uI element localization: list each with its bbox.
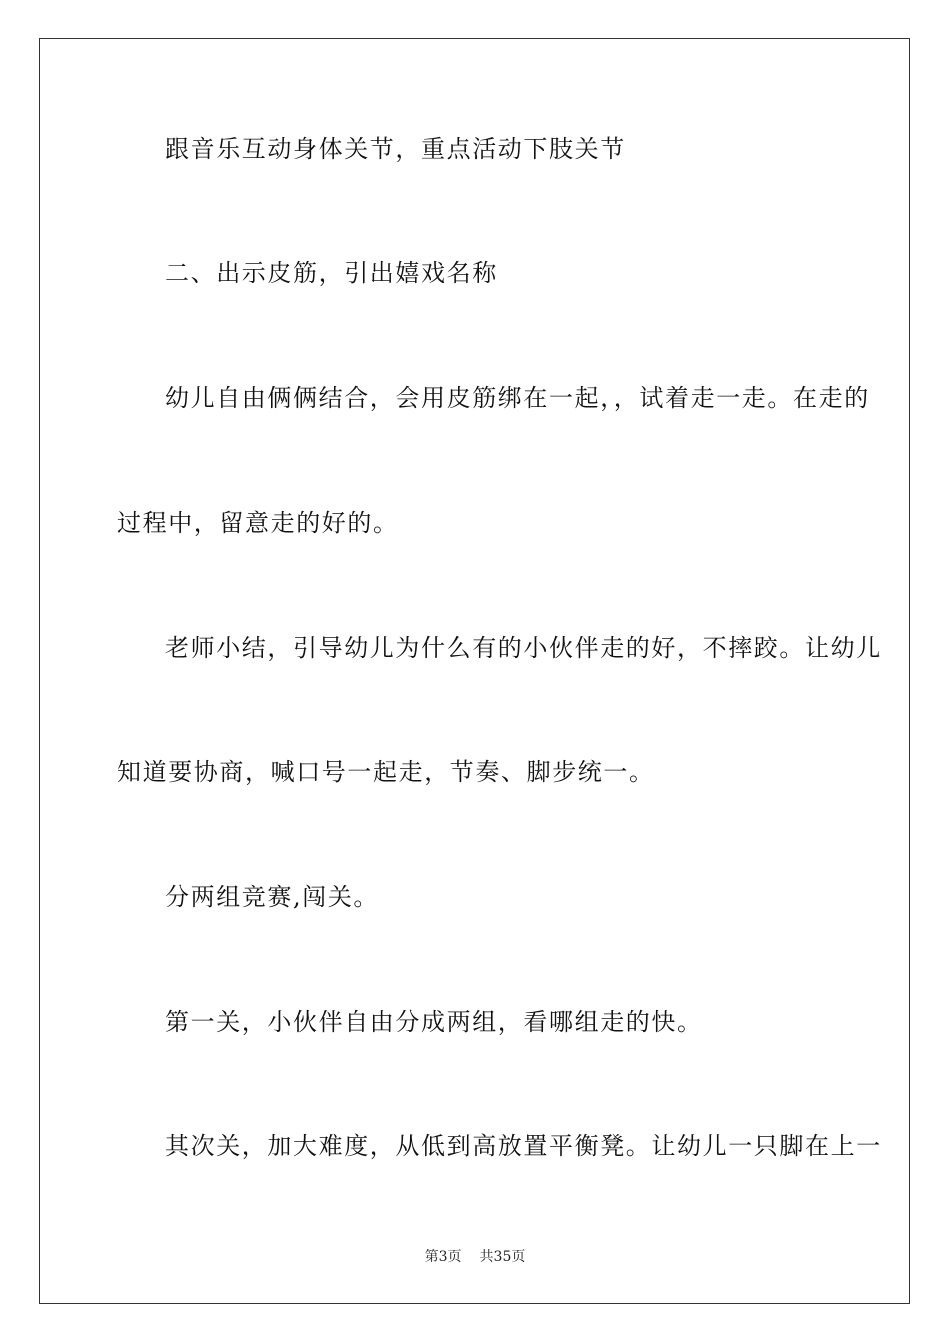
paragraph-line: 其次关，加大难度，从低到高放置平衡凳。让幼儿一只脚在上一 — [165, 1132, 882, 1160]
page-frame — [39, 38, 910, 1304]
page-total: 共35页 — [479, 1249, 526, 1265]
paragraph-line: 幼儿自由俩俩结合，会用皮筋绑在一起，，试着走一走。在走的 — [165, 384, 870, 412]
page-number: 第3页 — [424, 1249, 462, 1265]
page-footer — [0, 1248, 950, 1266]
paragraph-line: 跟音乐互动身体关节，重点活动下肢关节 — [165, 135, 626, 163]
paragraph-line: 老师小结，引导幼儿为什么有的小伙伴走的好，不摔跤。让幼儿 — [165, 634, 882, 662]
paragraph-line: 知道要协商，喊口号一起走，节奏、脚步统一。 — [117, 758, 655, 786]
paragraph-line: 过程中，留意走的好的。 — [117, 509, 399, 537]
paragraph-line: 分两组竞赛,闯关。 — [165, 883, 380, 911]
section-heading: 二、出示皮筋，引出嬉戏名称 — [165, 259, 498, 287]
paragraph-line: 第一关，小伙伴自由分成两组，看哪组走的快。 — [165, 1008, 703, 1036]
